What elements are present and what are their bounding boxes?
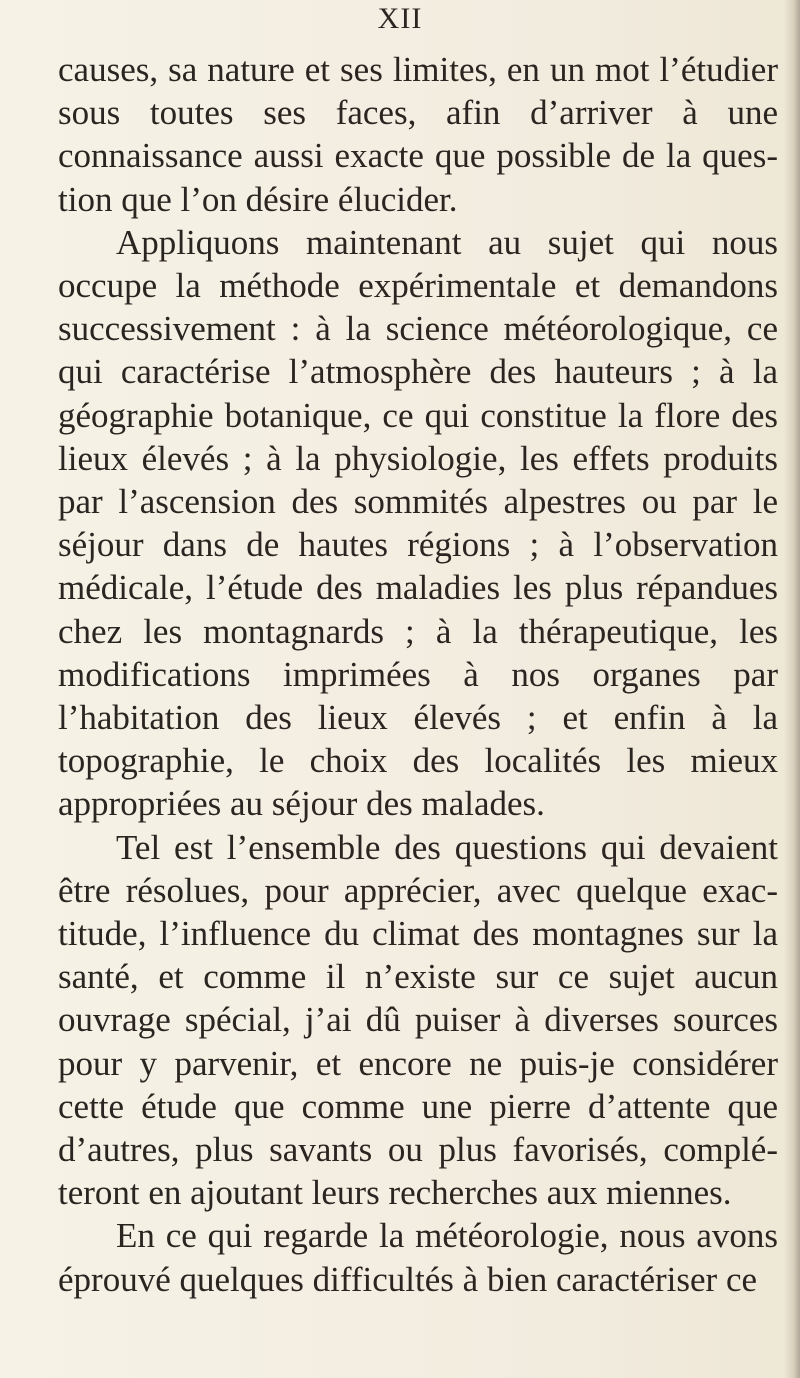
paragraph-meteorology: En ce qui regarde la météorologie, nous avons éprouvé quelques difficultés à bien caractériser ce	[58, 1216, 778, 1299]
paragraph-methodology: Appliquons maintenant au sujet qui nous occupe la méthode expérimentale et demandons successivement : à la science météorologique, ce qui caractérise l’atmosphère des hauteurs ; à la géographie botanique, ce qui constitue la flore des lieux élevés ; à la physiologie, les effets produits par l’ascension des sommités alpestres ou par le séjour dans de hautes régions ; à l’observation médicale, l’étude des maladies les plus répandues chez les montagnards ; à la thérapeutique, les modifications imprimées à nos organes par l’habitation des lieux élevés ; et enfin à la topographie, le choix des localités les mieux appropriées au séjour des malades.	[58, 222, 778, 824]
paragraph-continuation: causes, sa nature et ses limites, en un mot l’étudier sous toutes ses faces, afin d’arriver à une connaissance aussi exacte que possible de la question que l’on désire élucider.	[58, 50, 778, 219]
page-edge-shadow	[784, 0, 800, 1378]
page-number: XII	[377, 2, 423, 35]
body-text	[58, 48, 778, 1301]
paragraph-questions: Tel est l’ensemble des questions qui devaient être résolues, pour apprécier, avec quelque exactitude, l’influence du climat des montagnes sur la santé, et comme il n’existe sur ce sujet aucun ouvrage spécial, j’ai dû puiser à diverses sources pour y parvenir, et encore ne puis-je considérer cette étude que comme une pierre d’attente que d’autres, plus savants ou plus favorisés, compléteront en ajoutant leurs recherches aux miennes.	[58, 827, 778, 1213]
